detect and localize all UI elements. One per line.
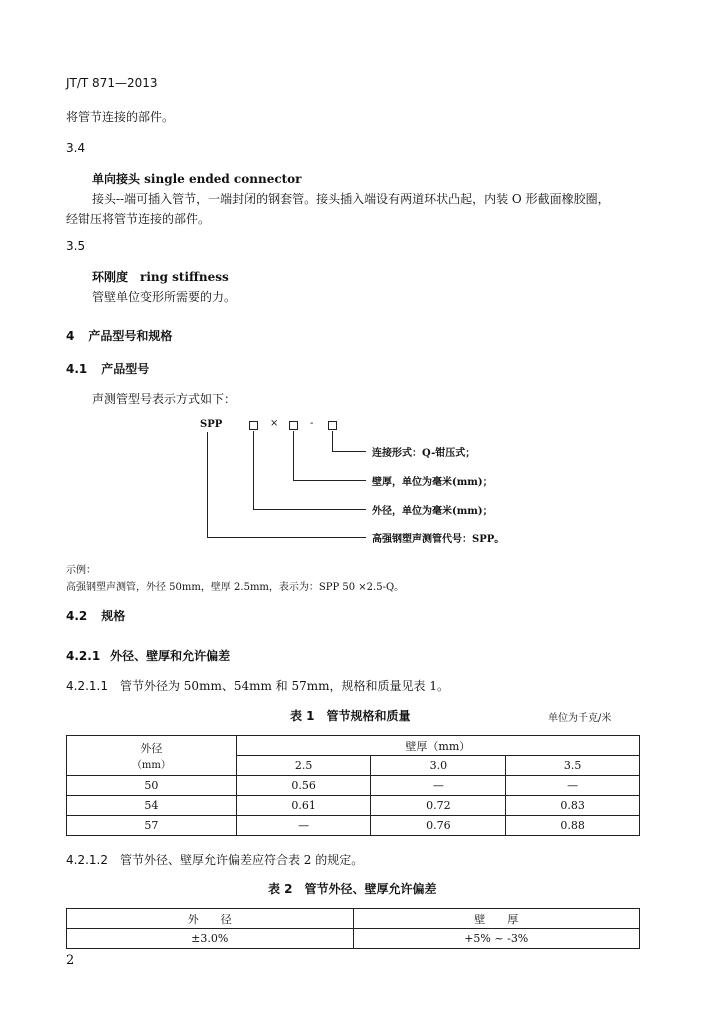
section-4-2-title: 规格: [101, 609, 126, 623]
table1-od-header: 外径 （mm）: [67, 736, 237, 776]
table1-caption: 表 1 管节规格和质量: [290, 709, 411, 723]
section-4-1-title: 产品型号: [101, 362, 150, 376]
example-text: 高强钢塑声测管，外径 50mm，壁厚 2.5mm，表示为：SPP 50 ×2.5-Q。: [66, 582, 405, 593]
table1-wall-value: 3.0: [371, 756, 506, 776]
table1-unit: 单位为千克/米: [548, 713, 612, 724]
model-intro: 声测管型号表示方式如下：: [92, 392, 237, 406]
table1-mass-cell: —: [506, 776, 640, 796]
table2-od-tolerance: ±3.0%: [67, 929, 354, 949]
leader-code-v: [207, 432, 208, 537]
leader-connection-v: [332, 431, 333, 451]
table1: [66, 735, 640, 836]
table1-mass-cell: 0.83: [506, 796, 640, 816]
section-3-4-term: 单向接头 single ended connector: [92, 172, 302, 186]
table1-mass-cell: —: [236, 816, 371, 836]
table-row: [67, 796, 640, 816]
table1-wall-header: 壁厚（mm）: [236, 736, 639, 756]
table1-od-cell: 57: [67, 816, 237, 836]
table-row: [67, 816, 640, 836]
example-label: 示例：: [66, 565, 96, 576]
section-4-2-1-1-number: 4.2.1.1: [66, 679, 108, 693]
page-number: 2: [66, 953, 75, 968]
table-row: [67, 929, 640, 949]
table2-wall-tolerance: +5% ~ -3%: [353, 929, 640, 949]
section-4-1-number: 4.1: [66, 362, 88, 376]
table1-mass-cell: —: [371, 776, 506, 796]
section-4-2-1-2-number: 4.2.1.2: [66, 853, 108, 867]
connection-box: [328, 421, 337, 430]
wall-box: [289, 421, 298, 430]
table1-wall-value: 2.5: [236, 756, 371, 776]
table1-od-cell: 54: [67, 796, 237, 816]
continuation-text: 将管节连接的部件。: [66, 110, 175, 124]
section-4-2-1-heading: [66, 647, 230, 664]
section-3-5-term: 环刚度 ring stiffness: [92, 270, 229, 284]
section-4-heading: [66, 327, 172, 344]
leader-connection-h: [332, 451, 366, 452]
table1-mass-cell: 0.76: [371, 816, 506, 836]
dash-sign: -: [310, 418, 314, 429]
section-3-4-definition-line1: 接头--端可插入管节，一端封闭的钢套管。接头插入端设有两道环状凸起，内装 O 形截面橡胶圈，: [92, 192, 610, 206]
table1-od-cell: 50: [67, 776, 237, 796]
label-connection-type: 连接形式：Q-钳压式；: [372, 448, 476, 459]
section-4-2-1-2-text: 管节外径、壁厚允许偏差应符合表 2 的规定。: [119, 853, 364, 867]
section-4-number: 4: [66, 329, 75, 343]
section-4-2-1-title: 外径、壁厚和允许偏差: [110, 649, 231, 663]
section-4-2-number: 4.2: [66, 609, 88, 623]
label-product-code: 高强钢塑声测管代号：SPP。: [372, 534, 505, 545]
times-sign: ×: [270, 418, 279, 429]
standard-number: JT/T 871—2013: [66, 76, 158, 90]
table1-mass-cell: 0.56: [236, 776, 371, 796]
table-header-row: [67, 736, 640, 756]
table1-mass-cell: 0.72: [371, 796, 506, 816]
table-row: [67, 776, 640, 796]
label-outer-diameter: 外径，单位为毫米(mm)；: [372, 506, 493, 517]
table2: [66, 908, 640, 949]
section-3-4-number: 3.4: [66, 141, 86, 155]
table2-caption: 表 2 管节外径、壁厚允许偏差: [268, 882, 437, 896]
table-header-row: [67, 909, 640, 929]
section-4-1-heading: [66, 360, 149, 377]
table2-header-wall: 壁 厚: [353, 909, 640, 929]
section-3-5-definition: 管壁单位变形所需要的力。: [92, 290, 237, 304]
od-box: [249, 421, 258, 430]
section-4-title: 产品型号和规格: [88, 329, 173, 343]
table2-header-od: 外 径: [67, 909, 354, 929]
leader-code-h: [207, 537, 366, 538]
section-4-2-1-2: [66, 851, 363, 868]
leader-od-h: [253, 509, 366, 510]
leader-od-v: [253, 431, 254, 509]
section-4-2-1-1-text: 管节外径为 50mm、54mm 和 57mm，规格和质量见表 1。: [119, 679, 449, 693]
leader-wall-h: [293, 480, 366, 481]
label-wall-thickness: 壁厚，单位为毫米(mm)；: [372, 477, 493, 488]
model-code: SPP: [200, 419, 223, 430]
section-4-2-1-1: [66, 677, 449, 694]
table1-mass-cell: 0.88: [506, 816, 640, 836]
table1-wall-value: 3.5: [506, 756, 640, 776]
table1-mass-cell: 0.61: [236, 796, 371, 816]
leader-wall-v: [293, 431, 294, 480]
section-3-5-number: 3.5: [66, 239, 86, 253]
section-4-2-1-number: 4.2.1: [66, 649, 101, 663]
section-3-4-definition-line2: 经钳压将管节连接的部件。: [66, 212, 211, 226]
section-4-2-heading: [66, 607, 125, 624]
